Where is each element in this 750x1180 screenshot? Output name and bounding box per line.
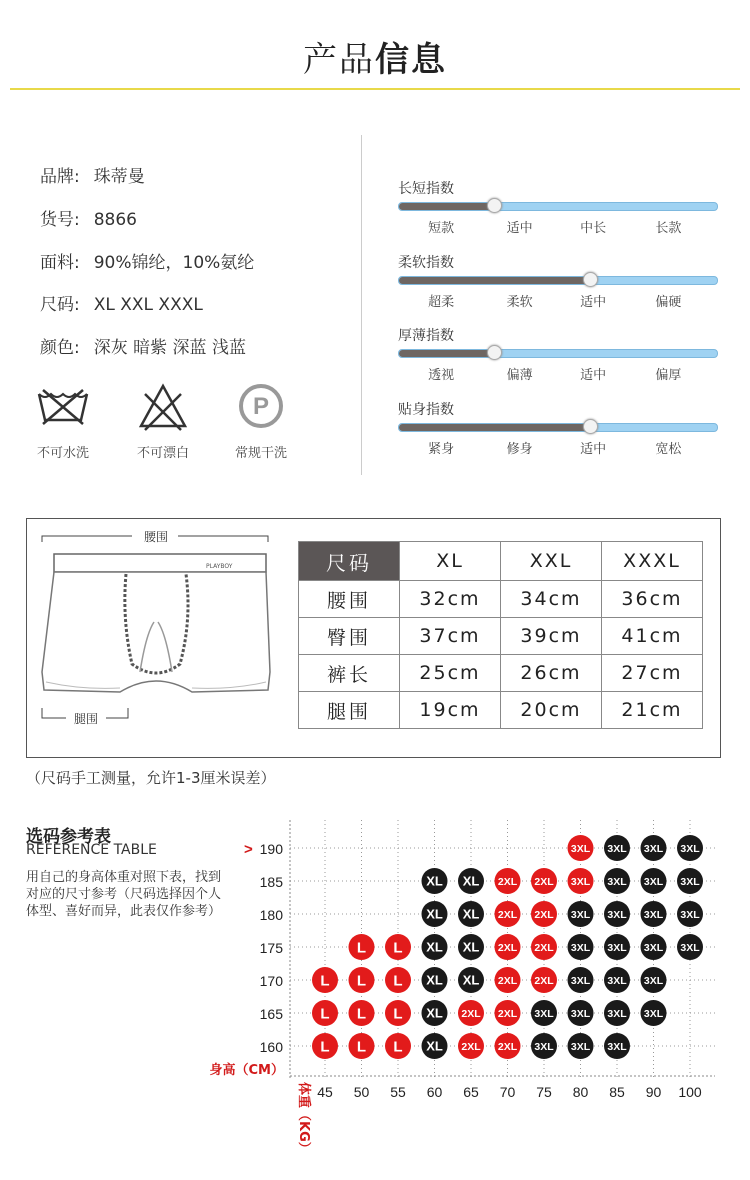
spec-fabric (40, 248, 254, 273)
index-title: 贴身指数 (398, 402, 454, 418)
care-label: 不可漂白 (136, 446, 189, 461)
reference-subtitle: REFERENCE TABLE (26, 842, 157, 858)
spec-item-no (40, 205, 137, 230)
index-tick: 中长 (580, 221, 607, 236)
size-dot-label: 3XL (607, 842, 627, 855)
spec-value: 90%锦纶，10%氨纶 (93, 253, 255, 273)
size-dot-label: XL (426, 1005, 443, 1021)
x-tick-label: 70 (499, 1084, 516, 1100)
reference-title: 选码参考表 (26, 827, 111, 847)
size-dot-label: 3XL (570, 941, 591, 954)
index-ticks (398, 291, 718, 309)
index-tick: 偏薄 (506, 368, 533, 383)
x-tick-label: 45 (317, 1084, 333, 1100)
spec-size (40, 290, 203, 315)
x-tick-label: 55 (390, 1084, 406, 1100)
index-tick: 紧身 (428, 442, 455, 457)
size-dot-label: 3XL (570, 1007, 591, 1020)
size-cell: 36cm (602, 581, 703, 618)
size-dot-label: XL (426, 939, 443, 955)
index-ticks (398, 438, 718, 456)
size-dot-label: L (393, 1005, 403, 1023)
index-title: 厚薄指数 (398, 328, 454, 344)
index-fill (399, 277, 590, 284)
index-tick: 偏硬 (655, 295, 682, 310)
size-row-label: 臀围 (299, 618, 400, 655)
size-dot-label: L (356, 1005, 367, 1023)
index-tick: 适中 (506, 221, 533, 236)
size-dot-label: 3XL (643, 875, 664, 888)
size-dot-label: 3XL (570, 974, 591, 987)
spec-value: 8866 (93, 210, 137, 230)
index-tick: 适中 (580, 368, 607, 383)
size-dot-label: 3XL (570, 875, 591, 888)
size-dot-label: 3XL (570, 842, 591, 855)
index-fill (399, 424, 590, 431)
size-dot-label: L (356, 1038, 367, 1056)
index-softness (398, 252, 718, 309)
size-row-label: 腿围 (299, 692, 400, 729)
size-dot-label: L (356, 939, 367, 957)
size-dot-label: 2XL (534, 875, 554, 888)
briefs-brand-text: PLAYBOY (206, 563, 233, 570)
x-tick-label: 50 (353, 1084, 370, 1100)
size-dot-label: 2XL (461, 1007, 481, 1020)
index-title: 柔软指数 (398, 255, 454, 271)
spec-key: 面料: (40, 253, 80, 273)
size-dot-label: L (393, 972, 403, 990)
size-cell: 27cm (602, 655, 703, 692)
title-light: 产品 (303, 40, 375, 80)
row-marker: > (244, 841, 253, 858)
spec-key: 货号: (40, 210, 80, 230)
index-title: 长短指数 (398, 181, 454, 197)
index-bar (398, 202, 718, 211)
title-bold: 信息 (375, 40, 447, 80)
y-tick-label: 165 (259, 1006, 283, 1022)
size-dot-label: XL (426, 873, 443, 889)
page-title (0, 32, 750, 81)
measurement-note: （尺码手工测量，允许1-3厘米误差） (26, 769, 276, 787)
spec-key: 尺码: (40, 295, 80, 315)
size-dot-label: 3XL (607, 1040, 627, 1053)
size-dot-label: 2XL (497, 875, 518, 888)
index-knob (583, 272, 598, 287)
size-dot-label: 3XL (643, 1007, 664, 1020)
index-ticks (398, 364, 718, 382)
size-cell: 32cm (400, 581, 501, 618)
size-dot-label: 3XL (643, 908, 664, 921)
size-dot-label: 3XL (607, 875, 627, 888)
spec-value: 珠蒂曼 (93, 167, 145, 187)
care-label: 常规干洗 (234, 446, 287, 461)
reference-description: 用自己的身高体重对照下表，找到对应的尺寸参考（尺码选择因个人体型、喜好而异，此表仅作参考） (26, 870, 222, 919)
care-no-wash (18, 380, 108, 461)
index-tick: 适中 (580, 442, 607, 457)
index-tick: 超柔 (428, 295, 455, 310)
size-dot-label: 2XL (497, 941, 518, 954)
size-table (298, 541, 703, 729)
size-dot-label: 3XL (607, 908, 627, 921)
size-cell: 34cm (501, 581, 602, 618)
spec-value: 深灰 暗紫 深蓝 浅蓝 (93, 338, 246, 358)
size-dot-label: 3XL (607, 941, 627, 954)
size-dot-label: 3XL (643, 941, 664, 954)
size-dot-label: L (320, 1038, 330, 1056)
size-cell: 19cm (400, 692, 501, 729)
size-dot-label: 3XL (607, 974, 627, 987)
waist-label: 腰围 (143, 530, 169, 544)
size-dot-label: 2XL (534, 974, 554, 987)
index-ticks (398, 217, 718, 235)
index-tick: 透视 (428, 368, 455, 383)
index-tick: 适中 (580, 295, 607, 310)
size-header-cell: XXL (501, 542, 602, 581)
size-cell: 37cm (400, 618, 501, 655)
y-tick-label: 175 (259, 940, 283, 956)
thigh-label: 腿围 (73, 712, 99, 726)
index-knob (583, 419, 598, 434)
size-dot-label: XL (462, 972, 480, 988)
size-dot-label: 2XL (534, 941, 554, 954)
index-fit (398, 399, 718, 456)
index-bar (398, 276, 718, 285)
size-dot-label: 2XL (497, 908, 518, 921)
index-length (398, 178, 718, 235)
section-divider (361, 135, 362, 475)
size-dot-label: 3XL (680, 842, 700, 855)
size-cell: 39cm (501, 618, 602, 655)
spec-key: 品牌: (40, 167, 80, 187)
x-tick-label: 85 (609, 1084, 625, 1100)
size-dot-label: 3XL (570, 908, 591, 921)
size-dot-label: XL (426, 906, 443, 922)
index-tick: 修身 (506, 442, 533, 457)
table-row (299, 655, 703, 692)
size-dot-label: 3XL (534, 1040, 554, 1053)
briefs-diagram (36, 522, 286, 732)
spec-color (40, 333, 246, 358)
size-cell: 26cm (501, 655, 602, 692)
size-dot-label: XL (462, 939, 480, 955)
index-thickness (398, 325, 718, 382)
size-dot-label: XL (462, 873, 480, 889)
size-dot-label: L (393, 1038, 403, 1056)
x-tick-label: 65 (463, 1084, 479, 1100)
index-tick: 偏厚 (655, 368, 682, 383)
index-fill (399, 203, 494, 210)
size-cell: 20cm (501, 692, 602, 729)
size-dot-label: 3XL (680, 941, 700, 954)
index-tick: 长款 (655, 221, 682, 236)
dry-clean-glyph: P (252, 393, 270, 420)
no-bleach-icon (135, 380, 191, 436)
size-row-label: 裤长 (299, 655, 400, 692)
x-tick-label: 90 (645, 1084, 662, 1100)
size-cell: 21cm (602, 692, 703, 729)
y-axis-label: 身高（CM） (209, 1063, 284, 1078)
index-bar (398, 423, 718, 432)
spec-value: XL XXL XXXL (93, 295, 203, 315)
size-cell: 25cm (400, 655, 501, 692)
size-dot-label: XL (426, 1038, 443, 1054)
size-header-cell: XL (400, 542, 501, 581)
y-tick-label: 160 (259, 1039, 283, 1055)
index-tick: 短款 (428, 221, 455, 236)
y-tick-label: 190 (259, 841, 283, 857)
size-dot-label: 3XL (643, 974, 664, 987)
spec-brand (40, 162, 145, 187)
dry-clean-icon (233, 380, 289, 436)
size-dot-label: 3XL (534, 1007, 554, 1020)
index-knob (487, 198, 502, 213)
size-cell: 41cm (602, 618, 703, 655)
table-row (299, 692, 703, 729)
size-dot-label: 3XL (607, 1007, 627, 1020)
size-dot-label: 2XL (534, 908, 554, 921)
size-dot-label: 2XL (497, 1040, 518, 1053)
index-bar (398, 349, 718, 358)
care-label: 不可水洗 (36, 446, 89, 461)
y-tick-label: 180 (259, 907, 283, 923)
index-tick: 宽松 (655, 442, 682, 457)
x-tick-label: 60 (426, 1084, 443, 1100)
x-axis-label: 体重（KG） (296, 1082, 311, 1155)
x-tick-label: 100 (678, 1084, 702, 1100)
size-dot-label: 2XL (461, 1040, 481, 1053)
size-dot-label: L (393, 939, 403, 957)
size-dot-label: L (320, 972, 330, 990)
care-no-bleach (118, 380, 208, 461)
table-row (299, 581, 703, 618)
size-dot-label: 3XL (680, 908, 700, 921)
size-dot-label: 3XL (680, 875, 700, 888)
care-dry-clean (216, 380, 306, 461)
size-dot-label: L (320, 1005, 330, 1023)
y-tick-label: 170 (259, 973, 283, 989)
size-dot-label: 2XL (497, 974, 518, 987)
size-row-label: 腰围 (299, 581, 400, 618)
title-divider (10, 88, 740, 90)
size-dot-label: 3XL (643, 842, 664, 855)
size-dot-label: XL (426, 972, 443, 988)
size-dot-label: 2XL (497, 1007, 518, 1020)
reference-chart (0, 800, 750, 1160)
briefs-outline (42, 554, 270, 692)
index-knob (487, 345, 502, 360)
x-tick-label: 75 (536, 1084, 552, 1100)
table-row (299, 618, 703, 655)
y-tick-label: 185 (259, 874, 283, 890)
size-header-cell: 尺码 (299, 542, 400, 581)
size-header-cell: XXXL (602, 542, 703, 581)
size-dot-label: 3XL (570, 1040, 591, 1053)
index-fill (399, 350, 494, 357)
size-dot-label: XL (462, 906, 480, 922)
index-tick: 柔软 (506, 295, 533, 310)
size-dot-label: L (356, 972, 367, 990)
size-table-header (299, 542, 703, 581)
no-wash-icon (35, 380, 91, 436)
x-tick-label: 80 (572, 1084, 589, 1100)
spec-key: 颜色: (40, 338, 80, 358)
